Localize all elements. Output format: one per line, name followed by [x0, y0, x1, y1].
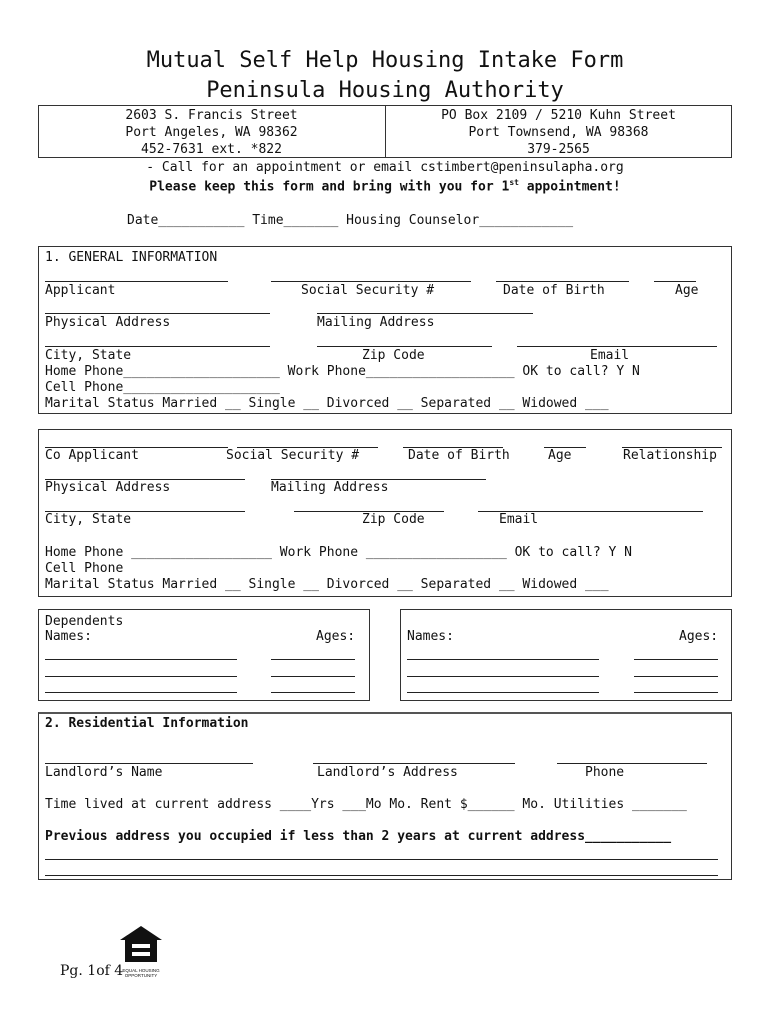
logo-text: OPPORTUNITY	[124, 973, 158, 978]
equal-housing-icon	[118, 924, 164, 976]
co-relationship-label: Relationship	[623, 448, 717, 463]
keep-note-text-end: appointment!	[518, 179, 621, 195]
dependent-age-field[interactable]	[271, 692, 355, 693]
age-field[interactable]	[654, 281, 696, 282]
organization-title: Peninsula Housing Authority	[206, 78, 564, 103]
dependent-name-field[interactable]	[407, 659, 599, 660]
co-home-work-phone-row[interactable]: Home Phone __________________ Work Phone __________________ OK to call? Y N	[45, 545, 632, 560]
address-line: PO Box 2109 / 5210 Kuhn Street	[441, 108, 676, 123]
zip-label: Zip Code	[362, 348, 425, 363]
co-mailing-address-label: Mailing Address	[271, 480, 389, 495]
landlord-name-field[interactable]	[45, 763, 253, 764]
landlord-name-label: Landlord’s Name	[45, 765, 163, 780]
landlord-phone-field[interactable]	[557, 763, 707, 764]
dependent-age-field[interactable]	[634, 676, 718, 677]
time-rent-utilities-row[interactable]: Time lived at current address ____Yrs ___Mo Mo. Rent $______ Mo. Utilities _______	[45, 797, 687, 812]
applicant-field[interactable]	[45, 281, 228, 282]
email-field[interactable]	[517, 346, 717, 347]
co-ssn-label: Social Security #	[226, 448, 360, 463]
co-marital-status-row[interactable]: Marital Status Married __ Single __ Divorced __ Separated __ Widowed ___	[45, 577, 609, 592]
dependent-names-label: Names:	[45, 629, 92, 644]
ssn-label: Social Security #	[301, 283, 435, 298]
residential-heading: 2. Residential Information	[45, 716, 249, 731]
physical-address-label: Physical Address	[45, 315, 171, 330]
previous-address-line-2[interactable]	[45, 875, 718, 876]
co-physical-address-label: Physical Address	[45, 480, 171, 495]
previous-address-row[interactable]: Previous address you occupied if less than 2 years at current address___________	[45, 829, 672, 844]
form-title: Mutual Self Help Housing Intake Form	[146, 48, 624, 73]
landlord-phone-label: Phone	[585, 765, 625, 780]
applicant-label: Applicant	[45, 283, 116, 298]
address-line: Port Angeles, WA 98362	[125, 125, 298, 140]
dependent-names-label-right: Names:	[407, 629, 454, 644]
dependent-name-field[interactable]	[45, 676, 237, 677]
dependent-ages-label: Ages:	[316, 629, 356, 644]
landlord-address-label: Landlord’s Address	[317, 765, 458, 780]
marital-status-row[interactable]: Marital Status Married __ Single __ Divorced __ Separated __ Widowed ___	[45, 396, 609, 411]
office-address-port-townsend	[385, 107, 732, 158]
date-time-counselor-row[interactable]: Date___________ Time_______ Housing Counselor____________	[127, 213, 574, 228]
dependents-right-box	[400, 609, 732, 701]
keep-note-text: Please keep this form and bring with you for 1	[149, 179, 510, 195]
co-applicant-label: Co Applicant	[45, 448, 139, 463]
dependent-ages-label-right: Ages:	[679, 629, 719, 644]
dependent-name-field[interactable]	[407, 676, 599, 677]
previous-address-line-1[interactable]	[45, 859, 718, 860]
mailing-address-label: Mailing Address	[317, 315, 435, 330]
city-state-label: City, State	[45, 348, 132, 363]
address-line: 452-7631 ext. *822	[141, 142, 282, 157]
ssn-field[interactable]	[271, 281, 471, 282]
city-state-field[interactable]	[45, 346, 270, 347]
mailing-address-field[interactable]	[317, 313, 533, 314]
dependent-name-field[interactable]	[45, 659, 237, 660]
dependent-age-field[interactable]	[634, 659, 718, 660]
logo-text: EQUAL HOUSING	[122, 968, 160, 973]
dependent-age-field[interactable]	[634, 692, 718, 693]
co-age-label: Age	[548, 448, 572, 463]
address-line: Port Townsend, WA 98368	[468, 125, 649, 140]
dependent-name-field[interactable]	[45, 692, 237, 693]
keep-form-note	[0, 178, 770, 194]
cell-phone-row[interactable]: Cell Phone____________________	[45, 380, 280, 395]
page-number: Pg. 1of 4	[60, 963, 124, 979]
residential-section	[38, 712, 732, 880]
age-label: Age	[675, 283, 699, 298]
co-email-label: Email	[499, 512, 539, 527]
dependent-age-field[interactable]	[271, 659, 355, 660]
dependents-heading: Dependents	[45, 614, 124, 629]
dependent-name-field[interactable]	[407, 692, 599, 693]
email-label: Email	[590, 348, 630, 363]
office-address-port-angeles	[38, 107, 385, 158]
call-note: - Call for an appointment or email cstimbert@peninsulapha.org	[146, 160, 624, 175]
keep-note-sup: st	[509, 178, 519, 187]
co-dob-label: Date of Birth	[408, 448, 510, 463]
co-city-state-label: City, State	[45, 512, 132, 527]
co-zip-label: Zip Code	[362, 512, 425, 527]
co-cell-phone-row[interactable]: Cell Phone	[45, 561, 124, 576]
physical-address-field[interactable]	[45, 313, 270, 314]
dependent-age-field[interactable]	[271, 676, 355, 677]
address-line: 379-2565	[527, 142, 590, 157]
dob-field[interactable]	[496, 281, 629, 282]
dob-label: Date of Birth	[503, 283, 605, 298]
home-work-phone-row[interactable]: Home Phone____________________ Work Phone___________________ OK to call? Y N	[45, 364, 640, 379]
zip-field[interactable]	[317, 346, 492, 347]
landlord-address-field[interactable]	[313, 763, 515, 764]
address-line: 2603 S. Francis Street	[125, 108, 298, 123]
general-info-heading: 1. GENERAL INFORMATION	[45, 250, 218, 265]
